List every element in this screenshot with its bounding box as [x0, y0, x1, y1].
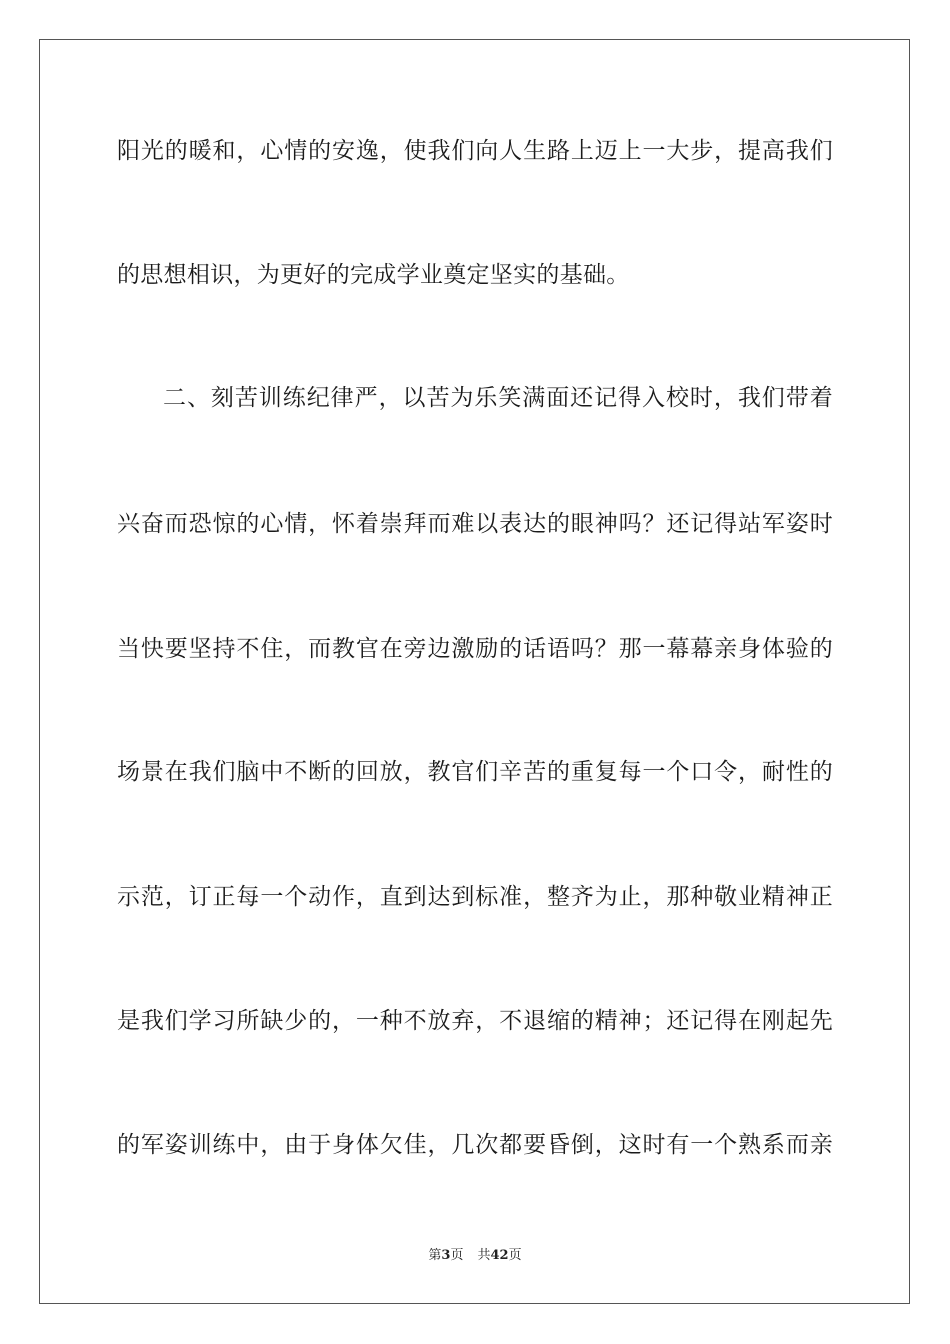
page-suffix: 页	[450, 1248, 464, 1263]
body-text-line-2: 的思想相识，为更好的完成学业奠定坚实的基础。	[117, 262, 630, 288]
total-suffix: 页	[508, 1248, 522, 1263]
page-number: 3	[441, 1248, 451, 1263]
body-text-line-4: 兴奋而恐惊的心情，怀着崇拜而难以表达的眼神吗？还记得站军姿时	[117, 511, 833, 537]
total-prefix: 共	[477, 1248, 491, 1263]
body-text-line-1: 阳光的暖和，心情的安逸，使我们向人生路上迈上一大步，提高我们	[117, 138, 833, 164]
page-footer	[0, 1247, 950, 1265]
body-text-line-6: 场景在我们脑中不断的回放，教官们辛苦的重复每一个口令，耐性的	[117, 759, 833, 785]
body-text-line-8: 是我们学习所缺少的，一种不放弃，不退缩的精神；还记得在刚起先	[117, 1008, 833, 1034]
body-text-line-7: 示范，订正每一个动作，直到达到标准，整齐为止，那种敬业精神正	[117, 884, 833, 910]
body-text-line-3: 二、刻苦训练纪律严，以苦为乐笑满面还记得入校时，我们带着	[163, 385, 833, 411]
body-text-line-5: 当快要坚持不住，而教官在旁边激励的话语吗？那一幕幕亲身体验的	[117, 636, 833, 662]
body-text-line-9: 的军姿训练中，由于身体欠佳，几次都要昏倒，这时有一个熟系而亲	[117, 1132, 833, 1158]
total-pages: 42	[490, 1248, 509, 1263]
page-border	[39, 39, 910, 1304]
page-prefix: 第	[428, 1248, 442, 1263]
